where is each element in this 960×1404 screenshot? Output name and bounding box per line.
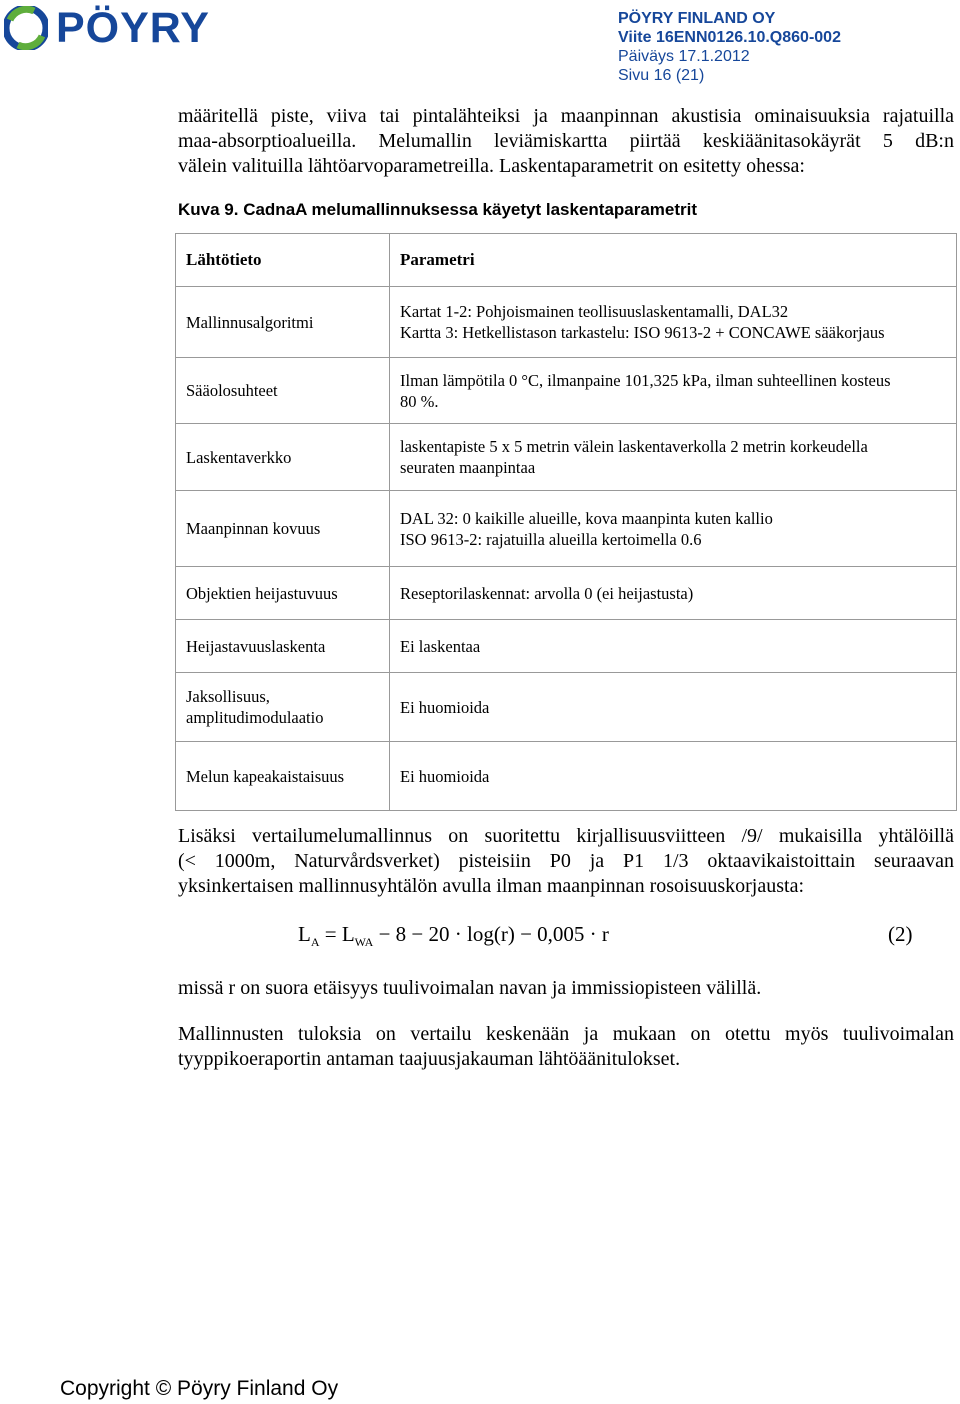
value-line: laskentapiste 5 x 5 metrin välein laskentaverkolla 2 metrin korkeudella bbox=[400, 437, 868, 456]
table-row bbox=[176, 567, 957, 620]
formula-equals: = bbox=[324, 922, 337, 946]
table-row bbox=[176, 620, 957, 673]
company-name: PÖYRY FINLAND OY bbox=[618, 10, 776, 27]
table-row bbox=[176, 673, 957, 742]
definition-line: missä r on suora etäisyys tuulivoimalan navan ja immissiopisteen välillä. bbox=[178, 977, 762, 999]
method-paragraph bbox=[178, 824, 954, 899]
page-number: Sivu 16 (21) bbox=[618, 67, 705, 84]
poyry-logo-mark-icon bbox=[4, 6, 48, 50]
value-line: Kartta 3: Hetkellistason tarkastelu: ISO 9613-2 + CONCAWE sääkorjaus bbox=[400, 323, 885, 342]
table-row bbox=[176, 424, 957, 491]
equation bbox=[298, 922, 609, 950]
row-value bbox=[390, 358, 957, 424]
results-line: tyyppikoeraportin antaman taajuusjakauman lähtöäänitulokset. bbox=[178, 1048, 681, 1070]
figure-caption: Kuva 9. CadnaA melumallinnuksessa käyetyt laskentaparametrit bbox=[178, 200, 698, 219]
reference-number: Viite 16ENN0126.10.Q860-002 bbox=[618, 29, 841, 46]
formula-terms: − 8 − 20 · log(r) − 0,005 · r bbox=[378, 922, 609, 946]
intro-line: maa-absorptioalueilla. Melumallin leviämiskartta piirtää keskiäänitasokäyrät 5 dB:n bbox=[178, 130, 954, 152]
row-key: Maanpinnan kovuus bbox=[176, 491, 390, 567]
value-line: Kartat 1-2: Pohjoismainen teollisuuslaskentamalli, DAL32 bbox=[400, 302, 789, 321]
row-key: Sääolosuhteet bbox=[176, 358, 390, 424]
definition-paragraph bbox=[178, 976, 954, 1001]
intro-line: välein valituilla lähtöarvoparametreilla. Laskentaparametrit on esitetty ohessa: bbox=[178, 155, 805, 177]
value-line: ISO 9613-2: rajatuilla alueilla kertoimella 0.6 bbox=[400, 529, 702, 549]
formula-symbol: L bbox=[341, 922, 355, 946]
formula-subscript: WA bbox=[354, 935, 374, 949]
row-value: Ei huomioida bbox=[390, 742, 957, 811]
table-row bbox=[176, 358, 957, 424]
table-row bbox=[176, 287, 957, 358]
results-paragraph bbox=[178, 1022, 954, 1072]
row-key: Melun kapeakaistaisuus bbox=[176, 742, 390, 811]
row-value: Reseptorilaskennat: arvolla 0 (ei heijastusta) bbox=[390, 567, 957, 620]
table-row bbox=[176, 491, 957, 567]
row-key bbox=[176, 673, 390, 742]
value-line: Ilman lämpötila 0 °C, ilmanpaine 101,325 kPa, ilman suhteellinen kosteus bbox=[400, 370, 891, 390]
logo-wordmark: PÖYRY bbox=[56, 4, 210, 52]
column-header: Parametri bbox=[390, 234, 957, 287]
key-line: amplitudimodulaatio bbox=[186, 708, 324, 727]
value-line: seuraten maanpintaa bbox=[400, 458, 536, 477]
poyry-logo bbox=[4, 5, 210, 51]
row-value: Ei huomioida bbox=[390, 673, 957, 742]
row-key: Heijastavuuslaskenta bbox=[176, 620, 390, 673]
value-line: DAL 32: 0 kaikille alueille, kova maanpinta kuten kallio bbox=[400, 508, 773, 528]
row-value bbox=[390, 287, 957, 358]
formula-symbol: L bbox=[298, 922, 311, 946]
row-value: Ei laskentaa bbox=[390, 620, 957, 673]
row-key: Objektien heijastuvuus bbox=[176, 567, 390, 620]
row-value bbox=[390, 424, 957, 491]
parameters-table bbox=[175, 233, 957, 811]
column-header: Lähtötieto bbox=[176, 234, 390, 287]
formula-subscript: A bbox=[310, 935, 320, 949]
results-line: Mallinnusten tuloksia on vertailu keskenään ja mukaan on otettu myös tuulivoimalan bbox=[178, 1023, 954, 1045]
key-line: Jaksollisuus, bbox=[186, 687, 270, 706]
value-line: 80 %. bbox=[400, 391, 439, 411]
row-value bbox=[390, 491, 957, 567]
method-line: (< 1000m, Naturvårdsverket) pisteisiin P0 ja P1 1/3 oktaavikaistoittain seuraavan bbox=[178, 850, 954, 872]
table-header-row bbox=[176, 234, 957, 287]
row-key: Laskentaverkko bbox=[176, 424, 390, 491]
method-line: yksinkertaisen mallinnusyhtälön avulla ilman maanpinnan rosoisuuskorjausta: bbox=[178, 875, 804, 897]
document-date: Päiväys 17.1.2012 bbox=[618, 48, 750, 65]
method-line: Lisäksi vertailumelumallinnus on suoritettu kirjallisuusviitteen /9/ mukaisilla yhtälöillä bbox=[178, 825, 954, 847]
document-header bbox=[618, 9, 841, 85]
row-key: Mallinnusalgoritmi bbox=[176, 287, 390, 358]
equation-number: (2) bbox=[888, 922, 913, 946]
table-row bbox=[176, 742, 957, 811]
copyright-footer: Copyright © Pöyry Finland Oy bbox=[60, 1377, 339, 1400]
intro-paragraph bbox=[178, 104, 954, 179]
intro-line: määritellä piste, viiva tai pintalähteiksi ja maanpinnan akustisia ominaisuuksia rajatuilla bbox=[178, 105, 954, 127]
